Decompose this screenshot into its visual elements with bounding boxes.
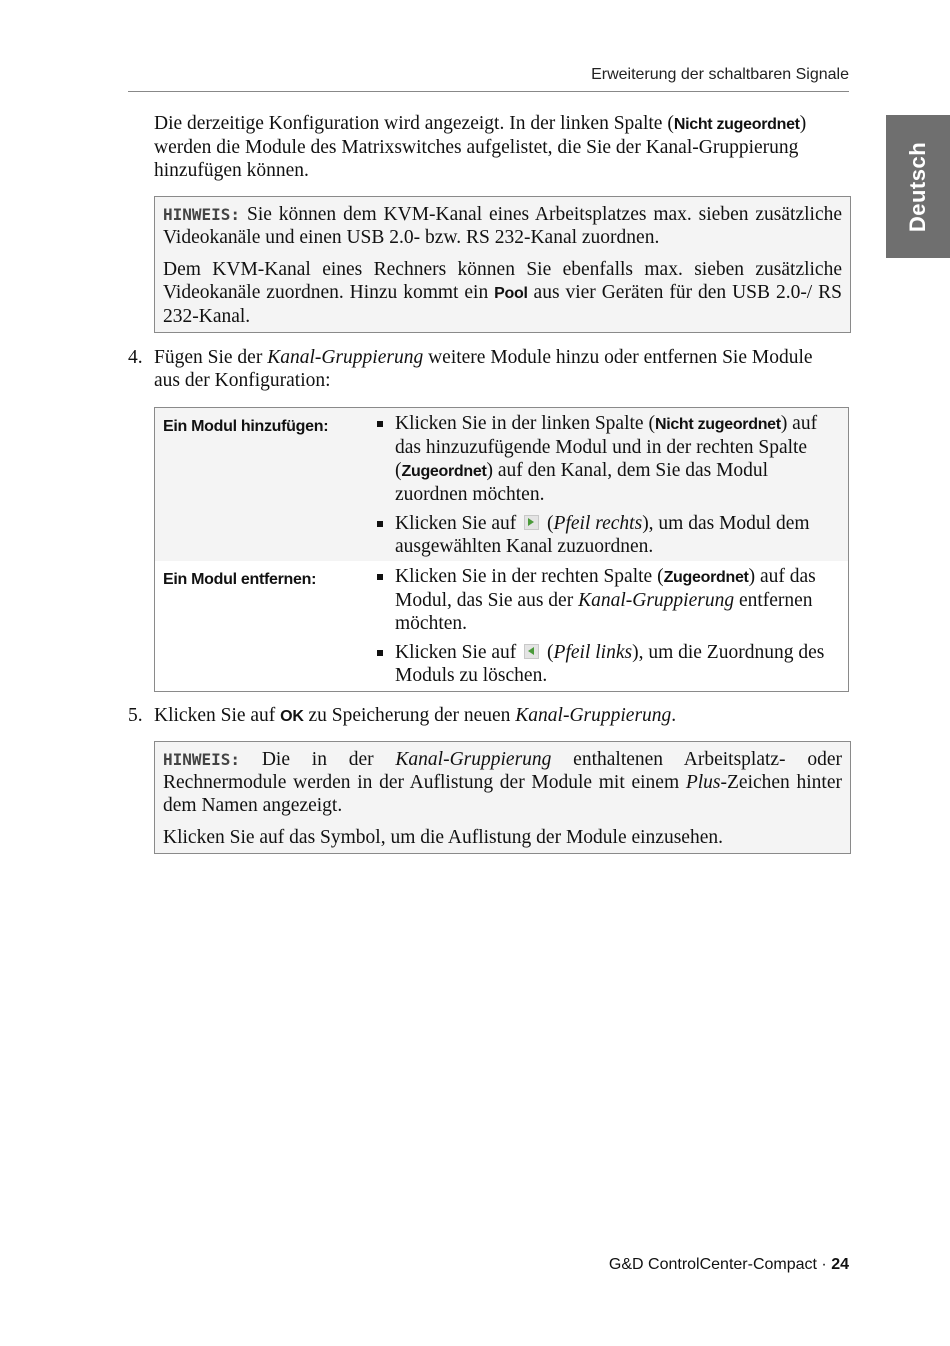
text-span: ), um das Modul dem ausgewählten Kanal zuzuordnen. (395, 513, 810, 557)
text-span: Die in der (261, 749, 396, 770)
ui-term-ok: OK (280, 708, 304, 725)
action-label-add: Ein Modul hinzufügen: (163, 418, 329, 435)
text-span: -Zeichen hinter dem Namen angezeigt. (163, 772, 842, 816)
text-span: Klicken Sie auf (154, 705, 281, 726)
list-item (375, 565, 841, 635)
note1-text-3: aus vier Geräten für den USB 2.0-/ RS 232-Kanal. (163, 282, 843, 327)
intro-text-2: ) werden die Module des Matrixswitches aufgelistet, die Sie der Kanal-Gruppierung hinzufügen können. (154, 113, 807, 181)
header-divider (128, 91, 849, 92)
note1-paragraph-1 (163, 203, 842, 249)
arrow-left-icon (524, 644, 539, 659)
text-span: . (671, 705, 677, 726)
intro-text-1: Die derzeitige Konfiguration wird angezeigt. In der linken Spalte ( (154, 113, 674, 134)
action-row-remove (155, 561, 848, 691)
page-number: 24 (831, 1256, 849, 1273)
term-kanal-gruppierung: Kanal-Gruppierung (578, 590, 735, 611)
term-pfeil-links: Pfeil links (553, 642, 633, 663)
ui-term-zugeordnet: Zugeordnet (663, 569, 749, 586)
term-pfeil-rechts: Pfeil rechts (553, 513, 643, 534)
text-span: Klicken Sie in der rechten Spalte ( (395, 566, 664, 587)
ui-term-zugeordnet: Zugeordnet (401, 463, 487, 480)
action-list-remove (375, 565, 841, 693)
page-footer (400, 1256, 849, 1274)
term-kanal-gruppierung: Kanal-Gruppierung (515, 705, 672, 726)
running-header: Erweiterung der schaltbaren Signale (591, 66, 849, 83)
text-span: entfernen möchten. (395, 590, 813, 634)
text-span: ) auf den Kanal, dem Sie das Modul zuordnen möchten. (395, 460, 769, 505)
list-item: Klicken Sie auf (Pfeil links), um die Zuordnung des Moduls zu löschen. (375, 641, 841, 687)
term-plus: Plus (685, 772, 721, 793)
step-4 (128, 346, 828, 392)
note-label: HINWEIS: (163, 205, 241, 224)
ui-term-nicht-zugeordnet: Nicht zugeordnet (654, 416, 781, 433)
term-kanal-gruppierung: Kanal-Gruppierung (395, 749, 552, 770)
note-label: HINWEIS: (163, 750, 241, 769)
footer-separator: · (816, 1256, 832, 1273)
step4-text-1: Fügen Sie der (154, 347, 268, 368)
ui-term-nicht-zugeordnet: Nicht zugeordnet (673, 116, 800, 133)
action-label-remove: Ein Modul entfernen: (163, 571, 317, 588)
text-span: ) auf das hinzuzufügende Modul und in der rechten Spalte ( (395, 413, 818, 481)
note-box-1 (154, 196, 851, 333)
step-number: 5. (128, 705, 143, 726)
text-span: Klicken Sie in der linken Spalte ( (395, 413, 655, 434)
term-kanal-gruppierung: Kanal-Gruppierung (267, 347, 424, 368)
actions-table (154, 407, 849, 692)
step-number: 4. (128, 347, 143, 368)
text-span: Klicken Sie auf (395, 642, 517, 663)
step-5 (128, 704, 828, 728)
note-box-2 (154, 741, 851, 854)
text-span: ) auf das Modul, das Sie aus der (395, 566, 816, 611)
step-text (154, 346, 828, 392)
note2-paragraph-2: Klicken Sie auf das Symbol, um die Auflistung der Module einzusehen. (163, 827, 723, 848)
note2-paragraph-1 (163, 748, 842, 817)
action-row-add (155, 408, 848, 561)
text-span: Klicken Sie auf (395, 513, 517, 534)
step4-text-2: weitere Module hinzu oder entfernen Sie Module aus der Konfiguration: (154, 347, 813, 391)
intro-paragraph (154, 112, 844, 182)
ui-term-pool: Pool (494, 285, 528, 302)
text-span: enthaltenen Arbeitsplatz- oder Rechnermodule werden in der Auflistung der Module mit einem (163, 749, 842, 793)
text-span: zu Speicherung der neuen (303, 705, 516, 726)
note1-paragraph-2 (163, 258, 842, 328)
text-span: ), um die Zuordnung des Moduls zu löschen. (395, 642, 825, 686)
note1-text-2: Dem KVM-Kanal eines Rechners können Sie ebenfalls max. sieben zusätzliche Videokanäle zuordnen. Hinzu kommt ein (163, 259, 842, 303)
list-item (375, 412, 841, 506)
action-list-add (375, 412, 841, 564)
note1-text-1: Sie können dem KVM-Kanal eines Arbeitsplatzes max. sieben zusätzliche Videokanäle und einen USB 2.0- bzw. RS 232-Kanal zuordnen. (163, 204, 843, 248)
arrow-right-icon (524, 515, 539, 530)
footer-product: G&D ControlCenter-Compact (608, 1256, 817, 1273)
language-tab (886, 115, 950, 258)
list-item: Klicken Sie auf (Pfeil rechts), um das Modul dem ausgewählten Kanal zuzuordnen. (375, 512, 841, 558)
step-text (154, 704, 828, 728)
language-tab-label: Deutsch (905, 141, 930, 232)
